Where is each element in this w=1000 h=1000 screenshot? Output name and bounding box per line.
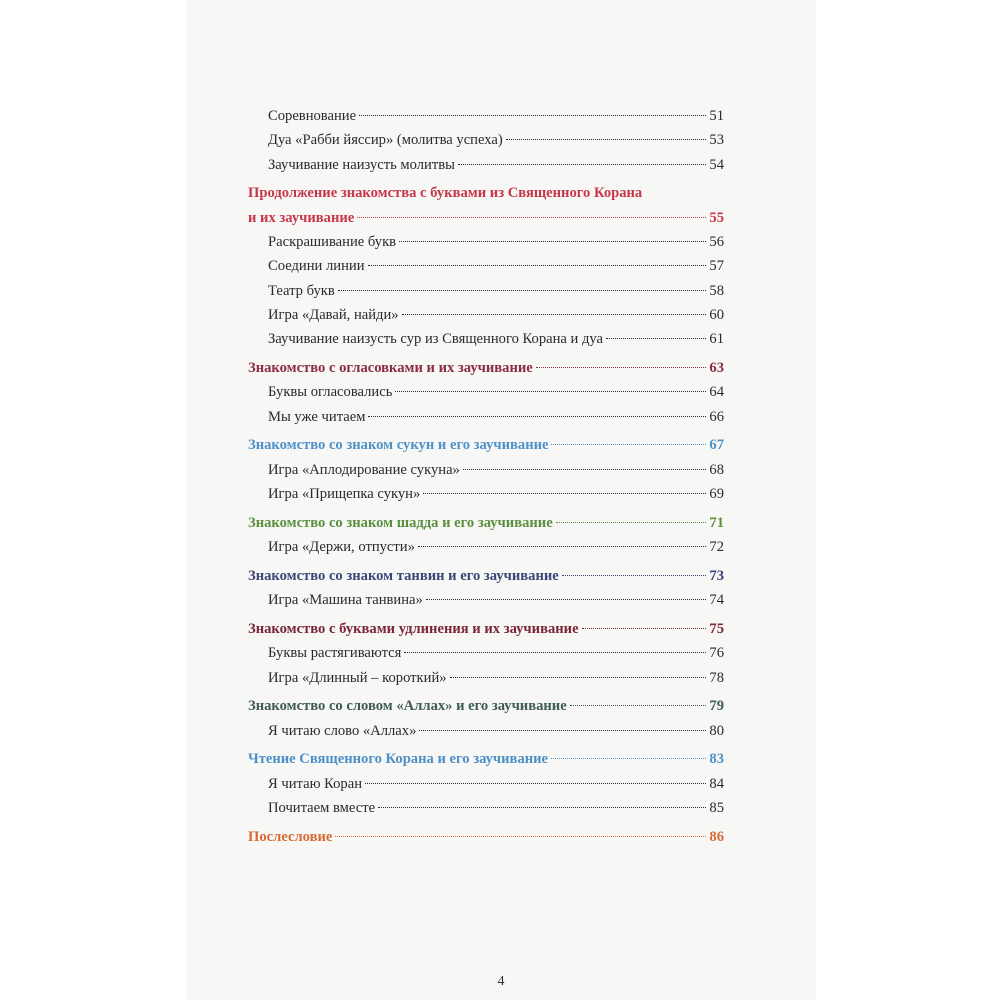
toc-item: [248, 588, 724, 612]
dot-leader: [402, 314, 707, 315]
toc-item-page: 69: [709, 485, 724, 502]
dot-leader: [365, 783, 706, 784]
dot-leader: [338, 290, 707, 291]
toc-item-title: Я читаю Коран: [268, 775, 363, 792]
dot-leader: [423, 493, 706, 494]
toc-item: [248, 380, 724, 404]
toc-item-page: 58: [709, 282, 724, 299]
dot-leader: [450, 677, 707, 678]
toc-item-title: Соедини линии: [268, 258, 365, 275]
toc-item: [248, 535, 724, 559]
toc-item-page: 53: [709, 132, 724, 149]
toc-section-title: Знакомство со знаком шадда и его заучивание: [248, 514, 553, 531]
toc-item: [248, 458, 724, 482]
toc-item-title: Буквы огласовались: [268, 384, 393, 401]
toc-item-page: 72: [709, 539, 724, 556]
toc-item-title: Заучивание наизусть молитвы: [268, 156, 455, 173]
dot-leader: [395, 391, 706, 392]
toc-section-heading: [248, 511, 724, 535]
toc-section-title: Знакомство с огласовками и их заучивание: [248, 359, 533, 376]
dot-leader: [606, 338, 706, 339]
toc-item-page: 68: [709, 461, 724, 478]
toc-item: [248, 153, 724, 177]
dot-leader: [419, 730, 706, 731]
toc-item-title: Почитаем вместе: [268, 800, 376, 817]
toc-item: [248, 279, 724, 303]
toc-item-page: 57: [709, 258, 724, 275]
book-page: [186, 0, 816, 1000]
toc-section-heading: [248, 694, 724, 718]
toc-item-page: 80: [709, 722, 724, 739]
toc-item-title: Раскрашивание букв: [268, 233, 397, 250]
toc-item-title: Игра «Аплодирование сукуна»: [268, 461, 460, 478]
page-number: 4: [497, 974, 505, 989]
toc-item: [248, 641, 724, 665]
toc-item-page: 76: [709, 645, 724, 662]
dot-leader: [582, 628, 707, 629]
toc-section-title: Знакомство со словом «Аллах» и его заучивание: [248, 698, 567, 715]
toc-item-page: 78: [709, 669, 724, 686]
toc-item-title: Игра «Держи, отпусти»: [268, 539, 415, 556]
toc-item: [248, 303, 724, 327]
toc-item-title: Заучивание наизусть сур из Священного Корана и дуа: [268, 331, 603, 348]
toc-section-heading: [248, 747, 724, 771]
dot-leader: [551, 758, 706, 759]
toc-section-heading: [248, 825, 724, 849]
toc-item-page: 66: [709, 408, 724, 425]
toc-item-page: 51: [709, 108, 724, 124]
toc-item-title: Театр букв: [268, 282, 335, 299]
toc-item: [248, 230, 724, 254]
toc-item: [248, 405, 724, 429]
toc-item-title: Игра «Давай, найди»: [268, 306, 399, 323]
dot-leader: [458, 164, 706, 165]
toc-item: [248, 327, 724, 351]
dot-leader: [378, 807, 706, 808]
toc-item-page: 64: [709, 384, 724, 401]
dot-leader: [536, 367, 707, 368]
dot-leader: [463, 469, 707, 470]
toc-item-title: Игра «Прищепка сукун»: [268, 485, 421, 502]
dot-leader: [551, 444, 706, 445]
toc-section-page: 71: [709, 514, 724, 531]
toc-item: [248, 104, 724, 128]
dot-leader: [335, 836, 706, 837]
toc-item: [248, 666, 724, 690]
dot-leader: [357, 217, 706, 218]
toc-section-title: Послесловие: [248, 828, 333, 845]
toc-item-title: Соревнование: [268, 108, 357, 124]
toc-section-title: Знакомство со знаком сукун и его заучивание: [248, 437, 549, 454]
toc-section-page: 55: [709, 209, 724, 226]
dot-leader: [418, 546, 707, 547]
toc-section-title: Знакомство с буквами удлинения и их заучивание: [248, 620, 579, 637]
toc-item-title: Мы уже читаем: [268, 408, 366, 425]
dot-leader: [368, 265, 707, 266]
toc-section-heading: [248, 617, 724, 641]
toc-item-page: 85: [709, 800, 724, 817]
toc-item-title: Буквы растягиваются: [268, 645, 402, 662]
toc-item: [248, 796, 724, 820]
dot-leader: [506, 139, 707, 140]
toc-item: [248, 254, 724, 278]
toc-section-page: 86: [709, 828, 724, 845]
toc-section-title: Чтение Священного Корана и его заучивание: [248, 751, 549, 768]
toc-item-title: Дуа «Рабби йяссир» (молитва успеха): [268, 132, 503, 149]
toc-section-heading: [248, 356, 724, 380]
toc-section-heading: [248, 564, 724, 588]
toc-item-page: 84: [709, 775, 724, 792]
toc-section-heading: [248, 181, 724, 230]
toc-section-title-line1: Продолжение знакомства с буквами из Священного Корана: [248, 185, 643, 202]
dot-leader: [556, 522, 707, 523]
toc-item-page: 54: [709, 156, 724, 173]
toc-section-page: 73: [709, 567, 724, 584]
toc-section-title: Знакомство со знаком танвин и его заучивание: [248, 567, 559, 584]
toc-section-title-line2: и их заучивание: [248, 209, 355, 226]
toc-item-title: Я читаю слово «Аллах»: [268, 722, 417, 739]
toc-item: [248, 719, 724, 743]
toc-item-page: 74: [709, 592, 724, 609]
toc-item: [248, 128, 724, 152]
dot-leader: [570, 705, 707, 706]
toc-item: [248, 772, 724, 796]
dot-leader: [359, 115, 706, 116]
toc-item-page: 56: [709, 233, 724, 250]
toc-section-page: 67: [709, 437, 724, 454]
dot-leader: [562, 575, 707, 576]
toc-item-title: Игра «Машина танвина»: [268, 592, 423, 609]
toc-section-page: 79: [709, 698, 724, 715]
toc-section-page: 75: [709, 620, 724, 637]
dot-leader: [368, 416, 706, 417]
dot-leader: [404, 652, 706, 653]
table-of-contents: [248, 104, 724, 849]
toc-item-page: 60: [709, 306, 724, 323]
toc-section-heading: [248, 433, 724, 457]
toc-item: [248, 482, 724, 506]
toc-section-page: 63: [709, 359, 724, 376]
toc-item-page: 61: [709, 331, 724, 348]
dot-leader: [399, 241, 706, 242]
toc-section-page: 83: [709, 751, 724, 768]
toc-item-title: Игра «Длинный – короткий»: [268, 669, 447, 686]
dot-leader: [426, 599, 707, 600]
